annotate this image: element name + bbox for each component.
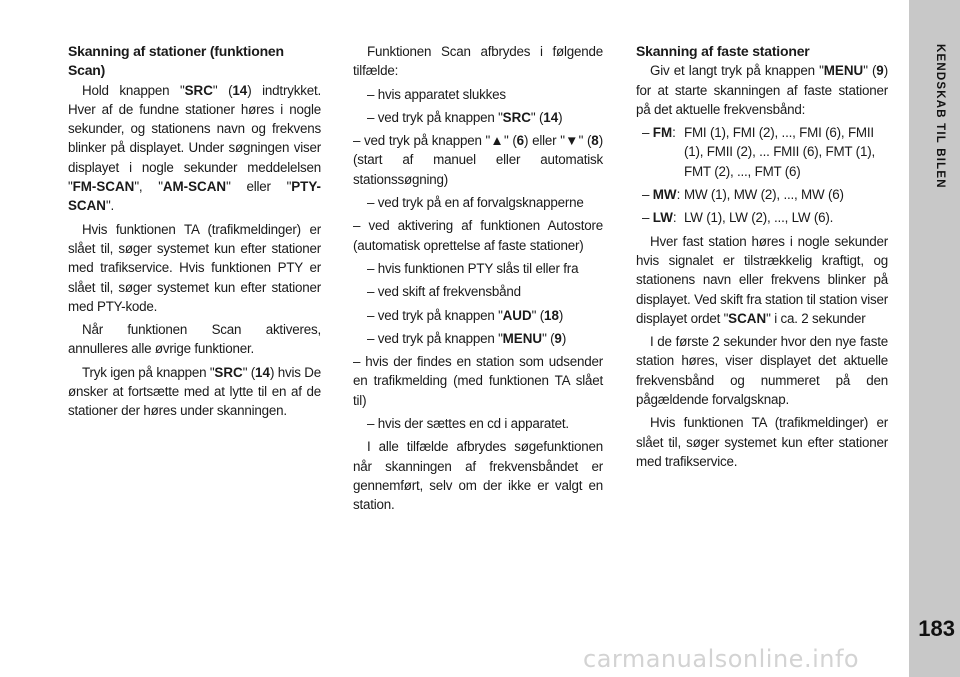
list-item: – ved skift af frekvensbånd [367,284,521,300]
list-item: – ved tryk på knappen "AUD" (18) [367,307,564,323]
arrow-down-icon: ▼ [564,133,579,149]
arrow-up-icon: ▲ [490,133,504,149]
band-presets: FMI (1), FMI (2), ..., FMI (6), FMII (1), FMII (2), ... FMII (6), FMT (1), FMT (2), ..., FMT (6) [684,125,875,179]
column-3 [636,42,888,471]
column-1 [68,42,321,421]
list-item: – ved tryk på knappen "MENU" (9) [367,330,567,346]
paragraph-scan-cancels: Når funktionen Scan aktiveres, annulleres alle øvrige funktioner. [68,322,321,357]
band-label: LW [652,210,673,226]
section-heading-scan: Skanning af stationer (funktionen Scan) [68,43,284,79]
list-item: – ved tryk på en af forvalgsknapperne [367,195,584,211]
paragraph-preset-display: I de første 2 sekunder hvor den nye faste station høres, viser displayet det aktuelle frekvensbånd og nummeret på den pågældende forvalgsknap. [636,334,888,408]
list-item: – hvis funktionen PTY slås til eller fra [367,260,579,276]
paragraph-ta-pty: Hvis funktionen TA (trafikmeldinger) er slået til, søger systemet kun efter stationer med trafikservice. Hvis funktionen PTY er slået til, søger systemet kun efter stationer med PTY-kode. [68,221,321,314]
paragraph-interrupt-outro: I alle tilfælde afbrydes søgefunktionen når skanningen af frekvensbåndet er gennemført, selv om der ikke er valgt en station. [353,439,603,513]
page-number: 183 [918,616,955,641]
paragraph-preset-scan-start: Giv et langt tryk på knappen "MENU" (9) for at starte skanningen af faste stationer på det aktuelle frekvensbånd: [636,63,888,117]
list-item: – ved aktivering af funktionen Autostore (automatisk oprettelse af faste stationer) [353,218,603,253]
list-item: – hvis der sættes en cd i apparatet. [367,416,569,432]
list-item: – hvis der findes en station som udsender en trafikmelding (med funktionen TA slået til) [353,354,603,408]
band-row-fm: – FM: FMI (1), FMI (2), ..., FMI (6), FMII (1), FMII (2), ... FMII (6), FMT (1), FMT (2), ..., FMT (6) [636,123,888,181]
list-item: – ved tryk på knappen "SRC" (14) [367,109,563,125]
paragraph-preset-ta: Hvis funktionen TA (trafikmeldinger) er slået til, søger systemet kun efter stationer med trafikservice. [636,415,888,469]
paragraph-scan-stop: Tryk igen på knappen "SRC" (14) hvis De ønsker at fortsætte med at lytte til en af de stationer der høres under skanningen. [68,364,322,419]
band-presets: LW (1), LW (2), ..., LW (6). [684,210,834,226]
column-2 [353,42,603,515]
paragraph-preset-playback: Hver fast station høres i nogle sekunder hvis signalet er tilstrækkelig kraftigt, og stationens navn eller frekvens blinker på displayet. Ved skift fra station til station viser displayet ordet "SCAN" i ca. 2 sekunder [636,233,888,326]
paragraph-scan-start: Hold knappen "SRC" (14) indtrykket. Hver af de fundne stationer høres i nogle sekunder, og stationens navn og frekvens blinker på displayet. Under søgningen viser displayet i nogle sekunder meddelelsen "FM-SCAN", "AM-SCAN" eller "PTY-SCAN". [68,82,321,214]
list-item: – hvis apparatet slukkes [367,86,506,102]
watermark: carmanualsonline.info [583,645,860,673]
band-label: MW [652,187,677,203]
band-presets: MW (1), MW (2), ..., MW (6) [684,187,844,203]
band-row-lw: – LW: LW (1), LW (2), ..., LW (6). [636,208,888,227]
list-item: – ved tryk på knappen "▲" (6) eller "▼" (8) (start af manuel eller automatisk stationssøgning) [353,133,603,187]
band-row-mw: – MW: MW (1), MW (2), ..., MW (6) [636,185,888,204]
paragraph-interrupt-intro: Funktionen Scan afbrydes i følgende tilfælde: [353,44,603,79]
chapter-title: KENDSKAB TIL BILEN [934,44,946,189]
section-heading-preset-scan: Skanning af faste stationer [636,43,810,59]
band-label: FM [652,125,673,141]
